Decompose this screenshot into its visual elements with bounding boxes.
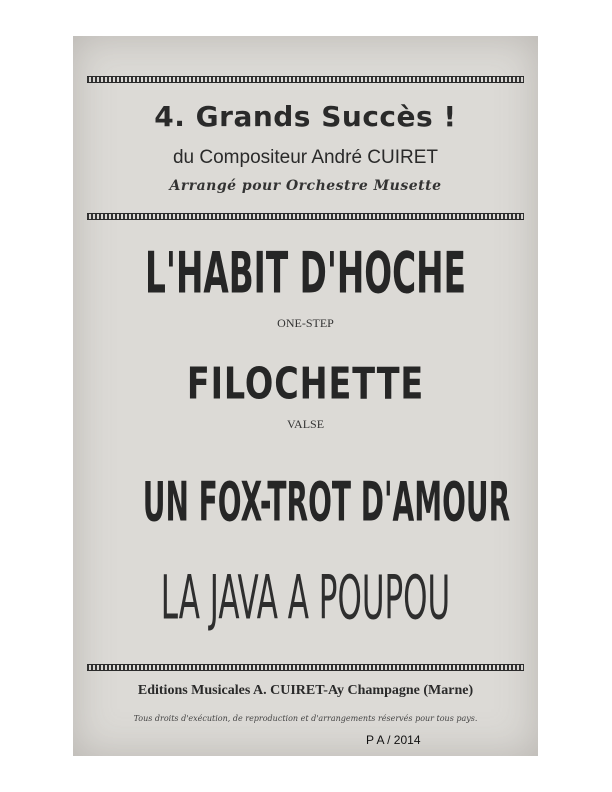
song-title-4: LA JAVA A POUPOU [160, 564, 451, 634]
song-title-3: UN FOX-TROT D'AMOUR [142, 472, 511, 535]
cover-headline: 4. Grands Succès ! [154, 100, 457, 133]
bottom-ornamental-rule [87, 664, 524, 671]
score-cover [73, 36, 538, 756]
middle-ornamental-rule [87, 213, 524, 220]
song-genre-1: ONE-STEP [277, 316, 334, 330]
publisher-line: Editions Musicales A. CUIRET-Ay Champagne (Marne) [137, 683, 474, 698]
top-ornamental-rule [87, 76, 524, 83]
song-title-2: FILOCHETTE [186, 358, 425, 409]
catalog-code: P A / 2014 [366, 733, 421, 747]
song-genre-2: VALSE [286, 417, 325, 431]
rights-notice: Tous droits d'exécution, de reproduction et d'arrangements réservés pour tous pays. [133, 714, 478, 723]
song-title-1: L'HABIT D'HOCHE [145, 240, 466, 307]
arrangement-line: Arrangé pour Orchestre Musette [169, 178, 442, 194]
composer-line: du Compositeur André CUIRET [172, 147, 439, 168]
